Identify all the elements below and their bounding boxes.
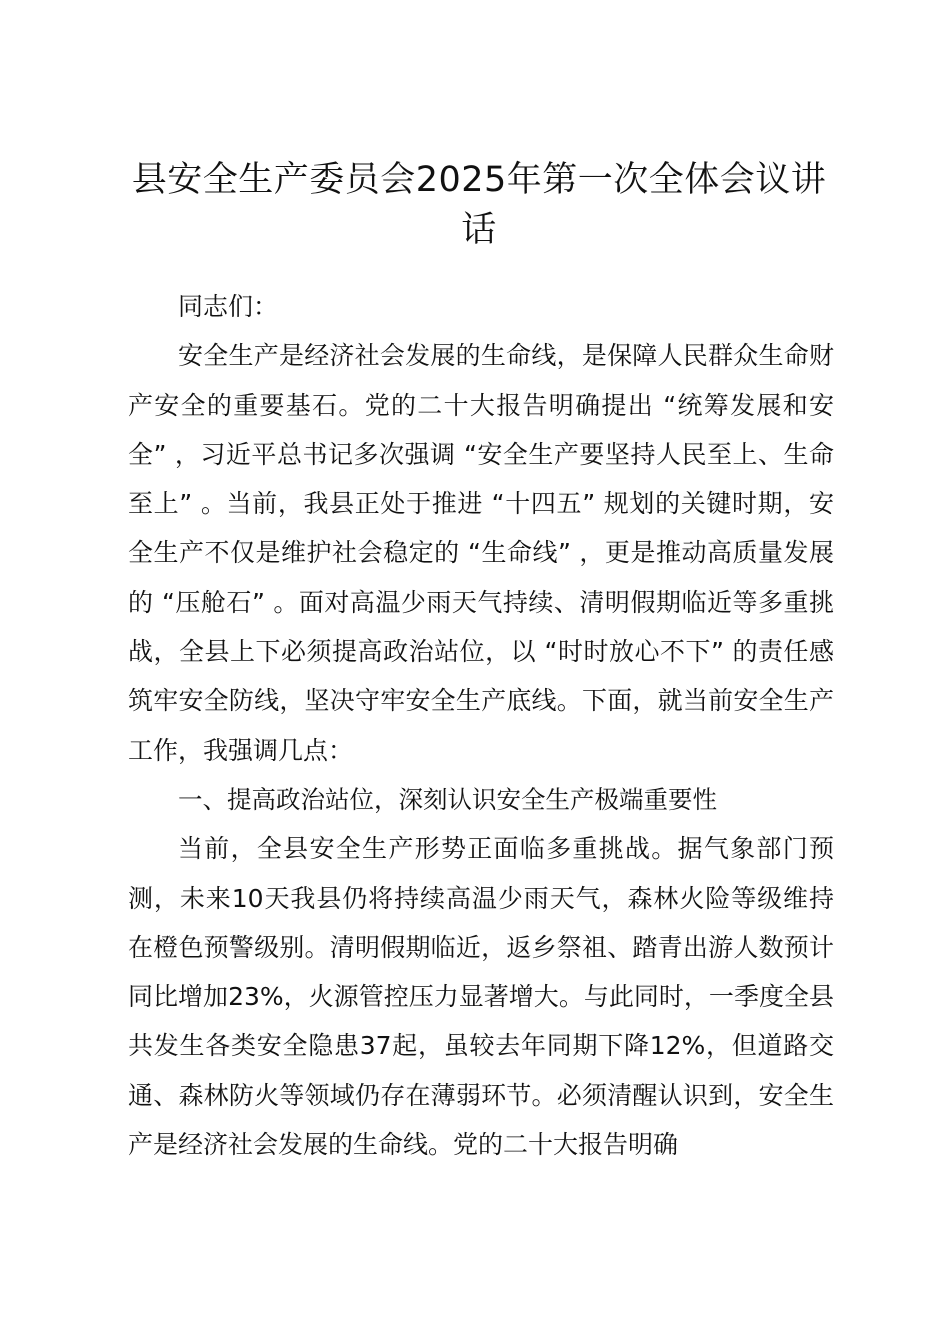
section-one-heading: 一、提高政治站位，深刻认识安全生产极端重要性 [178,784,717,814]
document-body [128,282,834,1169]
intro-paragraph: 安全生产是经济社会发展的生命线，是保障人民群众生命财产安全的重要基石。党的二十大报告明确提出 “统筹发展和安全” ，习近平总书记多次强调 “安全生产要坚持人民至上、生命至上” 。当前，我县正处于推进 “十四五” 规划的关键时期，安全生产不仅是维护社会稳定的 “生命线” ，更是推动高质量发展的 “压舱石” 。面对高温少雨天气持续、清明假期临近等多重挑战，全县上下必须提高政治站位，以 “时时放心不下” 的责任感筑牢安全防线，坚决守牢安全生产底线。下面，就当前安全生产工作，我强调几点： [128,341,834,765]
salutation: 同志们： [178,292,279,321]
document-title: 县安全生产委员会2025年第一次全体会议讲话 [131,160,827,250]
section-one-paragraph: 当前，全县安全生产形势正面临多重挑战。据气象部门预测，未来10天我县仍将持续高温少雨天气，森林火险等级维持在橙色预警级别。清明假期临近，返乡祭祖、踏青出游人数预计同比增加23%，火源管控压力显著增大。与此同时，一季度全县共发生各类安全隐患37起，虽较去年同期下降12%，但道路交通、森林防火等领域仍存在薄弱环节。必须清醒认识到，安全生产是经济社会发展的生命线。党的二十大报告明确 [128,834,834,1160]
